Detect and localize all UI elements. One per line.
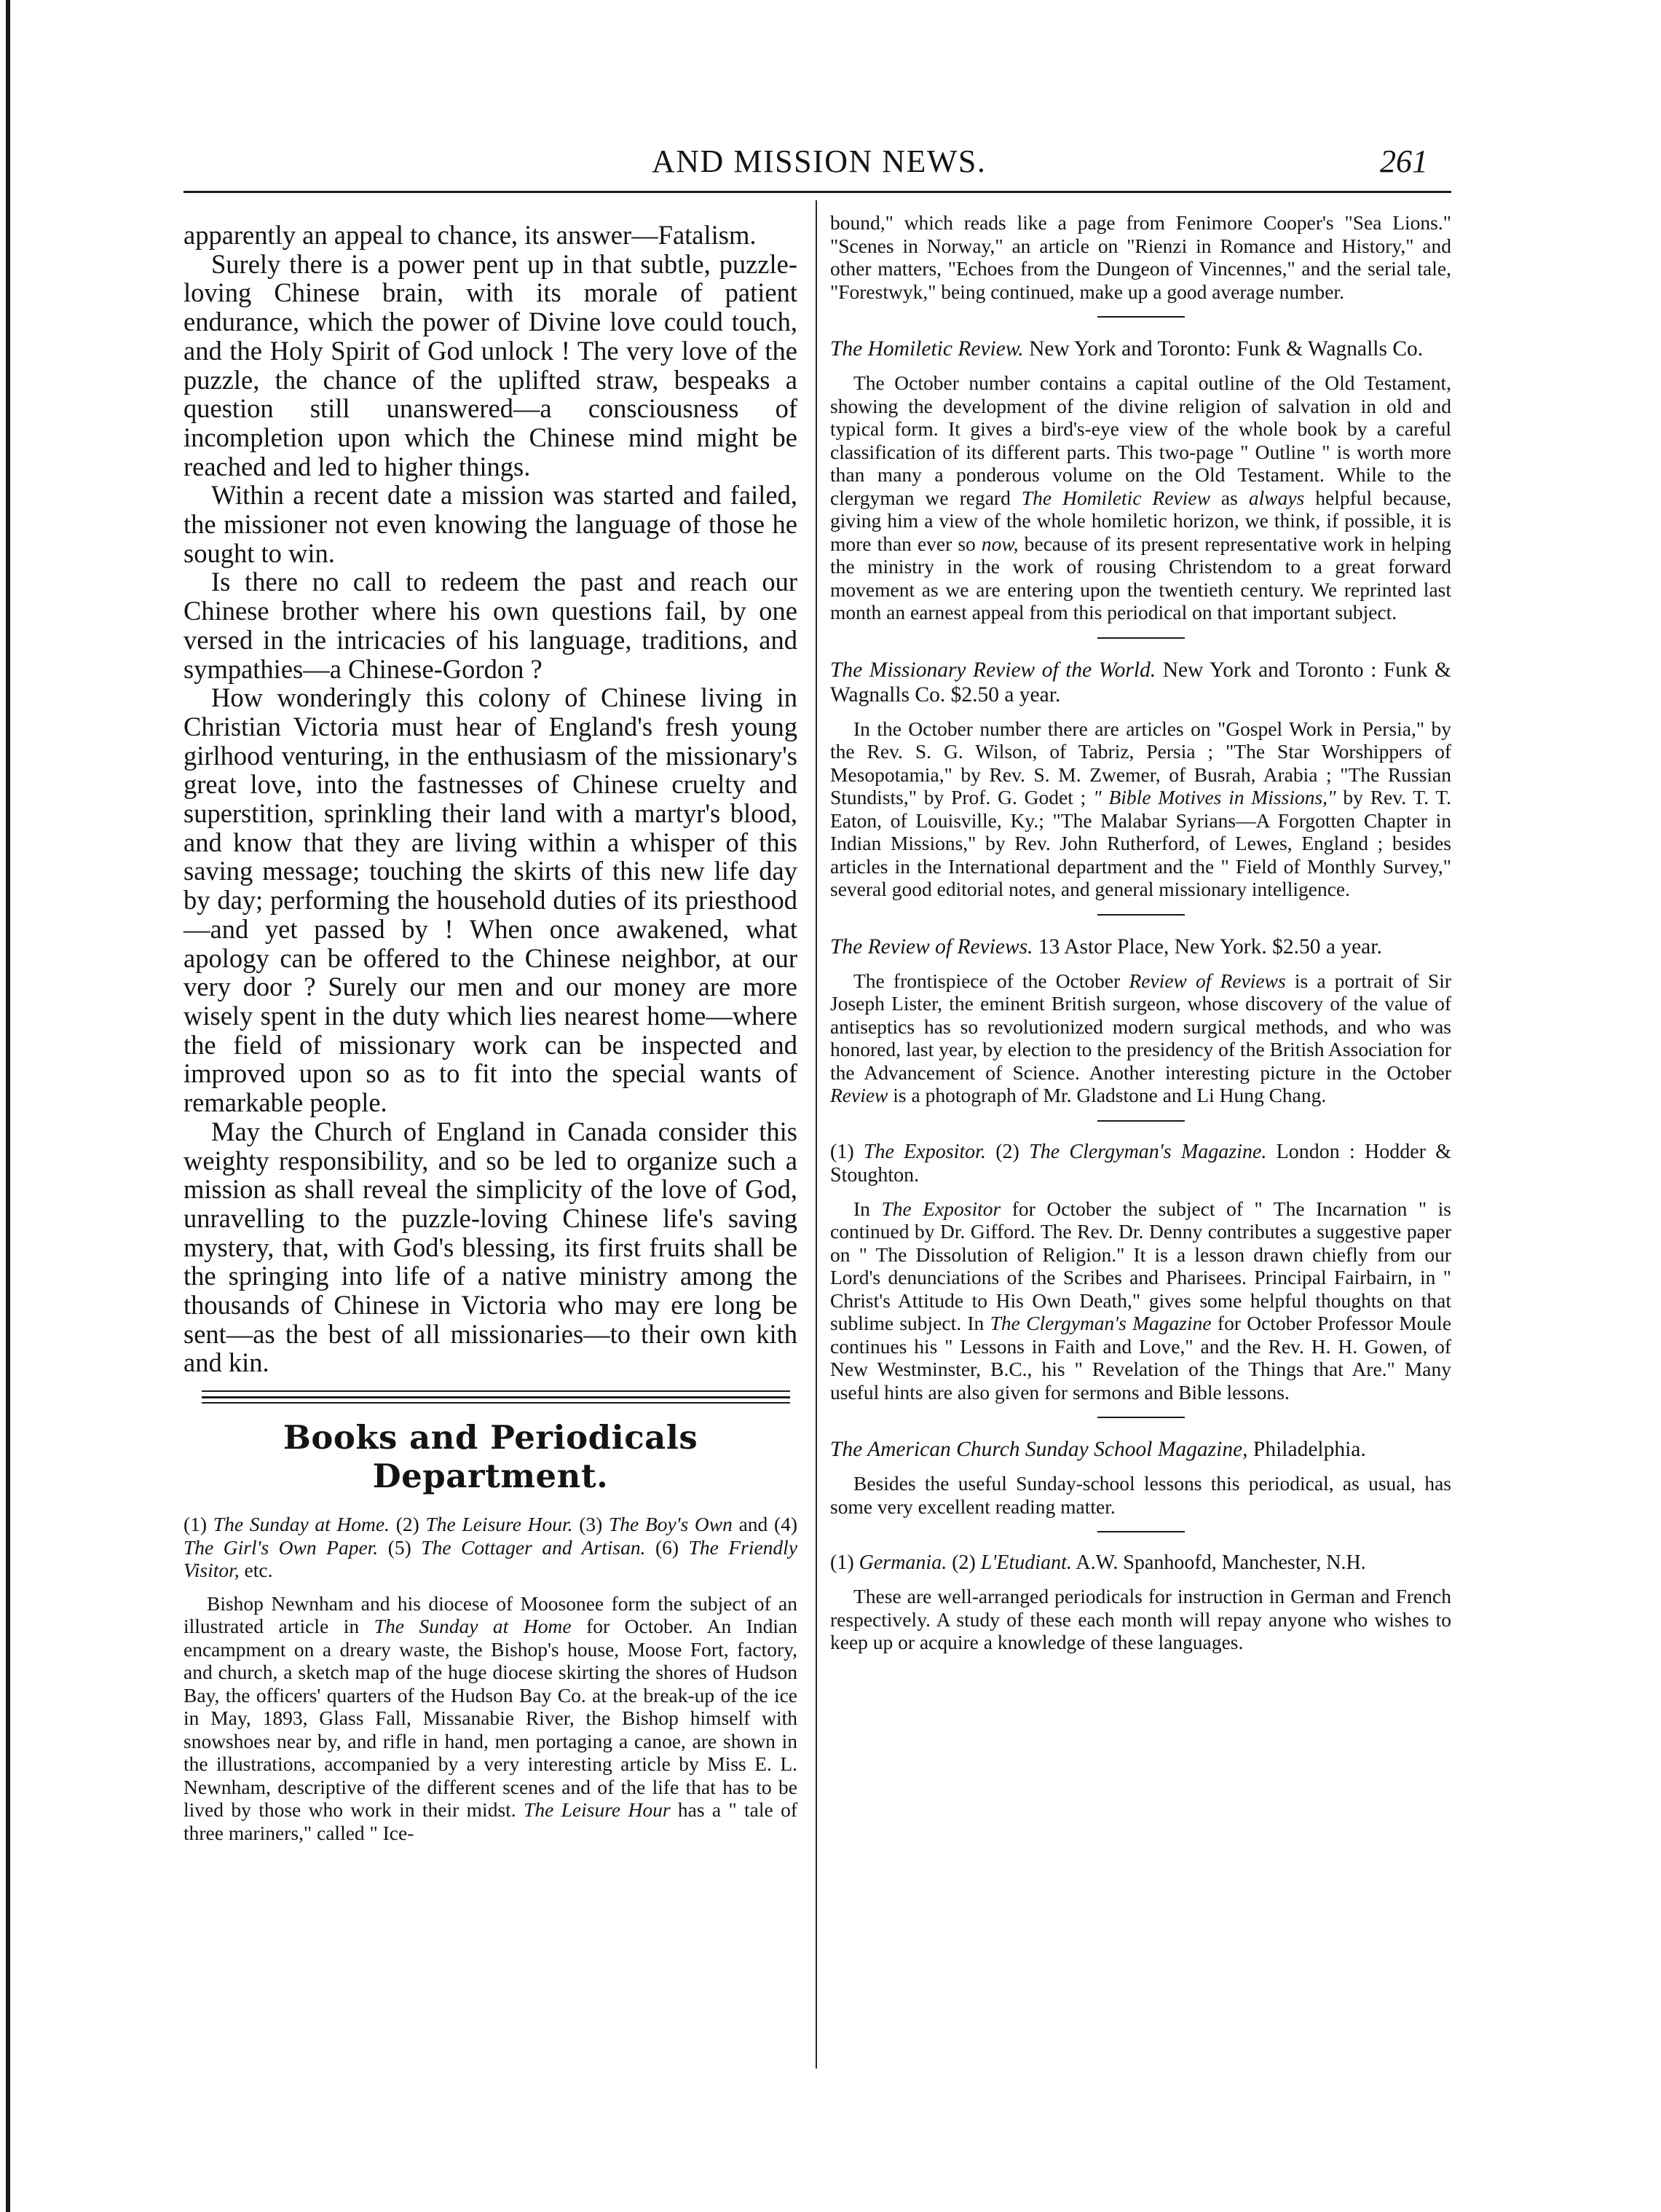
review-paragraph: bound," which reads like a page from Fenimore Cooper's "Sea Lions." "Scenes in Norway," an article on "Rienzi in Romance and History," and other matters, "Echoes from the Dungeon of Vincennes," and the serial tale, "Forestwyk," being continued, make up a good average number. <box>830 211 1451 303</box>
periodical-title: The Sunday at Home. <box>213 1513 390 1536</box>
periodical-title: The Girl's Own Paper. <box>184 1535 379 1559</box>
review-citation: The Homiletic Review. New York and Toronto: Funk & Wagnalls Co. <box>830 337 1424 361</box>
section-separator <box>1097 1120 1185 1122</box>
body-paragraph: How wonderingly this colony of Chinese living in Christian Victoria must hear of England's fresh young girlhood venturing, in the enthusiasm of the missionary's great love, into the fastnesses of Chinese cruelty and superstition, sprinkling their land with a martyr's blood, and know that they are living within a whisper of this saving message; touching the skirts of this new life day by day; performing the household duties of its priesthood—and yet passed by ! When once awakened, what apology can be offered to the Chinese neighbor, at our very door ? Surely our men and our money are more wisely spent in the duty which lies nearest home—where the field of missionary work can be inspected and improved upon so as to fit into the special wants of remarkable people. <box>184 682 797 1118</box>
review-citation: The Missionary Review of the World. New York and Toronto : Funk & Wagnalls Co. $2.50 a year. <box>830 658 1452 706</box>
periodical-title: The Clergyman's Magazine. <box>1029 1140 1267 1163</box>
periodical-title: L'Etudiant. <box>980 1551 1072 1574</box>
periodical-title: The Missionary Review of the World. <box>830 658 1156 682</box>
body-paragraph: Is there no call to redeem the past and reach our Chinese brother where his own questions fail, by one versed in the intricacies of his language, traditions, and sympathies—a Chinese-Gordon ? <box>184 567 797 684</box>
periodical-title: The Review of Reviews. <box>830 934 1033 959</box>
column-divider <box>816 200 817 2069</box>
review-paragraph: The frontispiece of the October Review of Reviews is a portrait of Sir Joseph Lister, the eminent British surgeon, whose discovery of the value of antiseptics has so revolutionized modern surgical methods, and who was honored, last year, by election to the presidency of the British Association for the Advancement of Science. Another interesting picture in the October Review is a photograph of Mr. Gladstone and Li Hung Chang. <box>830 969 1452 1106</box>
review-paragraph: These are well-arranged periodicals for instruction in German and French respectively. A study of these each month will repay anyone who wishes to keep up or acquire a knowledge of these languages. <box>830 1585 1451 1653</box>
review-paragraph: In the October number there are articles on "Gospel Work in Persia," by the Rev. S. G. Wilson, of Tabriz, Persia ; "The Star Worshippers of Mesopotamia," by Rev. S. M. Zwemer, of Busrah, Arabia ; "The Russian Stundists," by Prof. G. Godet ; " Bible Motives in Missions," by Rev. T. T. Eaton, of Louisville, Ky.; "The Malabar Syrians—A Forgotten Chapter in Indian Missions," by Rev. John Rutherford, of Lewes, England ; besides articles in the International department and the " Field of Monthly Survey," several good editorial notes, and general missionary intelligence. <box>830 717 1451 900</box>
section-separator <box>1097 1531 1185 1532</box>
periodical-title: The Leisure Hour. <box>425 1513 573 1536</box>
periodical-title: The Cottager and Artisan. <box>421 1535 646 1559</box>
review-citation: (1) The Expositor. (2) The Clergyman's Magazine. London : Hodder & Stoughton. <box>830 1140 1452 1186</box>
body-paragraph: Surely there is a power pent up in that subtle, puzzle-loving Chinese brain, with its morale of patient endurance, which the power of Divine love could touch, and the Holy Spirit of God unlock ! The very love of the puzzle, the chance of the uplifted straw, bespeaks a question still unanswered—a consciousness of incompletion upon which the Chinese mind might be reached and led to higher things. <box>184 248 797 481</box>
periodicals-list: (1) The Sunday at Home. (2) The Leisure Hour. (3) The Boy's Own and (4) The Girl's Own Paper. (5) The Cottager and Artisan. (6) The Friendly Visitor, etc. <box>184 1513 798 1582</box>
department-heading-rules <box>184 1388 797 1408</box>
periodical-title: The American Church Sunday School Magazine, <box>830 1438 1248 1461</box>
review-citation: (1) Germania. (2) L'Etudiant. A.W. Spanhoofd, Manchester, N.H. <box>830 1551 1366 1574</box>
review-paragraph: The October number contains a capital outline of the Old Testament, showing the development of the divine religion of salvation in old and typical form. It gives a bird's-eye view of the whole book by a careful classification of its different parts. This two-page " Outline " is worth more than many a ponderous volume on the Old Testament. While to the clergyman we regard The Homiletic Review as always helpful because, giving him a view of the whole homiletic horizon, we think, if possible, it is more than ever so now, because of its present representative work in helping the ministry in the work of rousing Christendom to a great forward movement as we are entering upon the twentieth century. We reprinted last month an earnest appeal from this periodical on that important subject. <box>830 371 1452 623</box>
page-edge-rule <box>6 0 10 2212</box>
department-heading: Books and Periodicals Department. <box>283 1418 698 1496</box>
review-paragraph: In The Expositor for October the subject of " The Incarnation " is continued by Dr. Gifford. The Rev. Dr. Denny contributes a suggestive paper on " The Dissolution of Religion." It is a lesson drawn chiefly from our Lord's denunciations of the Scribes and Pharisees. Principal Fairbairn, in " Christ's Attitude to His Own Death," gives some helpful thoughts on that sublime subject. In The Clergyman's Magazine for October Professor Moule continues his " Lessons in Faith and Love," and the Rev. H. H. Gowen, of New Westminster, B.C., his " Revelation of the Things that Are." Many useful hints are also given for sermons and Bible lessons. <box>830 1197 1452 1404</box>
header-rule <box>184 191 1451 193</box>
running-head: AND MISSION NEWS. <box>652 143 987 179</box>
periodical-title: The Homiletic Review. <box>830 337 1024 361</box>
body-paragraph: Within a recent date a mission was started and failed, the missioner not even knowing the language of those he sought to win. <box>184 480 797 568</box>
periodical-title: Germania. <box>859 1551 947 1574</box>
review-citation: The Review of Reviews. 13 Astor Place, New York. $2.50 a year. <box>830 934 1382 959</box>
review-citation: The American Church Sunday School Magazine, Philadelphia. <box>830 1438 1366 1461</box>
section-separator <box>1097 316 1185 318</box>
body-paragraph: apparently an appeal to chance, its answer—Fatalism. <box>184 220 757 250</box>
page-number: 261 <box>1380 143 1428 179</box>
left-column <box>184 221 797 1844</box>
periodical-title: The Boy's Own <box>608 1513 733 1536</box>
section-separator <box>1097 637 1185 639</box>
review-paragraph: Besides the useful Sunday-school lessons this periodical, as usual, has some very excellent reading matter. <box>830 1472 1451 1518</box>
periodical-title: The Expositor. <box>863 1140 986 1163</box>
right-column <box>830 211 1451 1654</box>
section-separator <box>1097 914 1185 916</box>
body-paragraph: May the Church of England in Canada consider this weighty responsibility, and so be led to organize such a mission as shall reveal the simplicity of the love of God, unravelling to the puzzle-loving Chinese life's saving mystery, that, with God's blessing, its first fruits shall be the springing into life of a native ministry among the thousands of Chinese in Victoria who may ere long be sent—as the best of all missionaries—to their own kith and kin. <box>184 1116 797 1378</box>
review-paragraph: Bishop Newnham and his diocese of Moosonee form the subject of an illustrated article in The Sunday at Home for October. An Indian encampment on a dreary waste, the Bishop's house, Moose Fort, factory, and church, a sketch map of the huge diocese skirting the shores of Hudson Bay, the officers' quarters of the Hudson Bay Co. at the break-up of the ice in May, 1893, Glass Fall, Missanabie River, the Bishop himself with snowshoes near by, and rifle in hand, men portaging a canoe, are shown in the illustrations, accompanied by a very interesting article by Miss E. L. Newnham, descriptive of the different scenes and of the life that has to be lived by those who work in their midst. The Leisure Hour has a " tale of three mariners," called " Ice- <box>184 1591 797 1844</box>
section-separator <box>1097 1417 1185 1418</box>
periodical-title: The Friendly Visitor, <box>184 1535 798 1582</box>
